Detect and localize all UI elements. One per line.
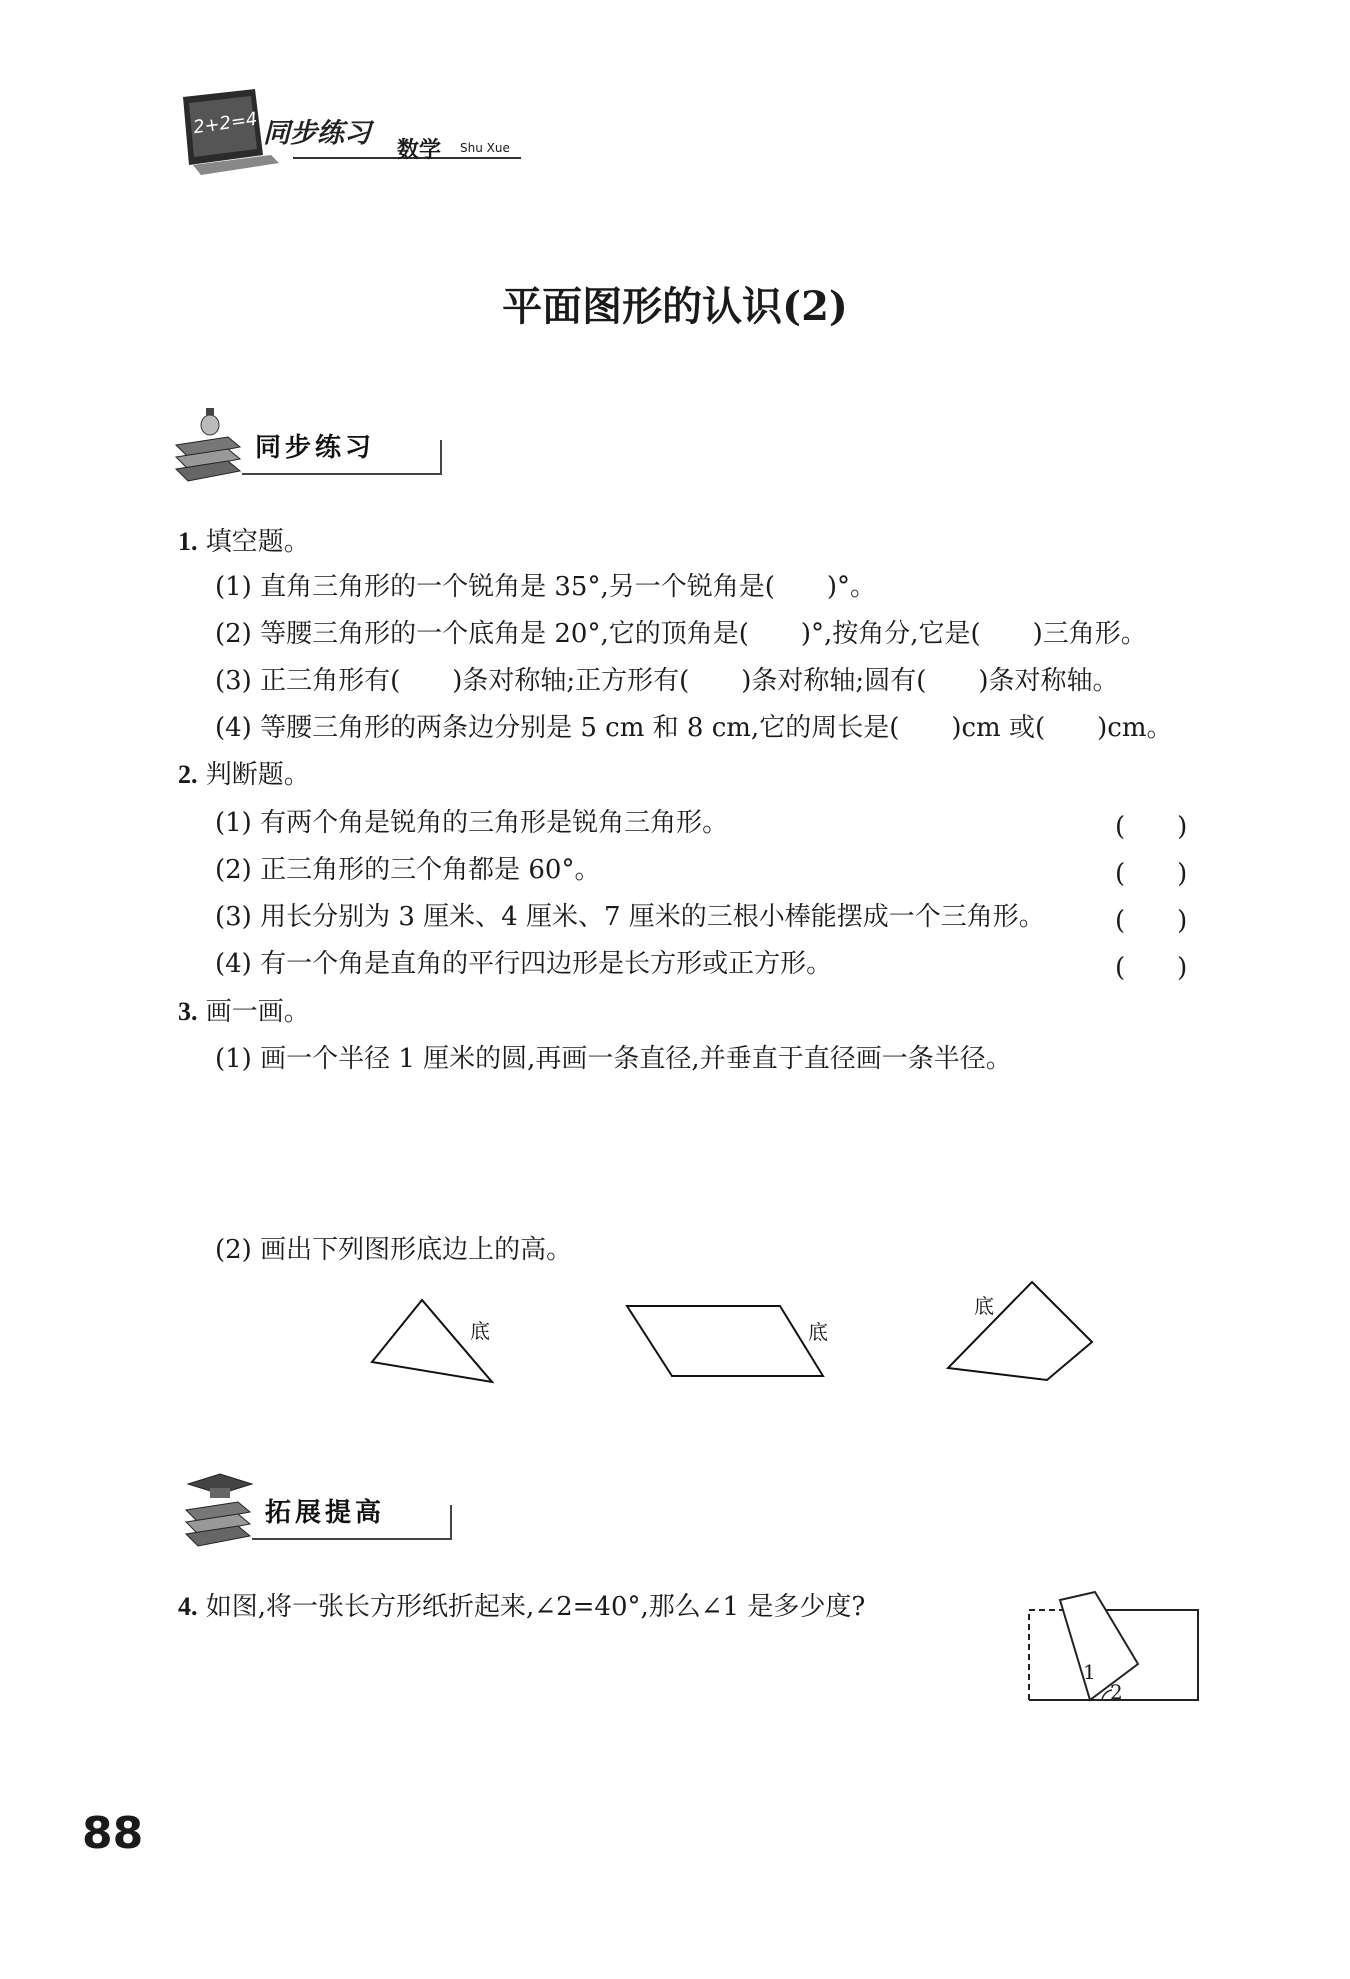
q3-shapes: [0, 1270, 1350, 1400]
header-logo: [175, 85, 525, 180]
subject-label: 数学: [397, 138, 442, 163]
banner-rule-end: [440, 440, 442, 475]
section-title: 同步练习: [255, 433, 376, 463]
pinyin-label: Shu Xue: [460, 141, 510, 155]
graduation-books-icon: [180, 1470, 260, 1550]
q2-number: 2.: [178, 760, 198, 789]
q2-bracket-3[interactable]: ( ): [1115, 906, 1188, 936]
q1-number: 1.: [178, 527, 198, 556]
q1-item-1: (1) 直角三角形的一个锐角是 35°,另一个锐角是( )°。: [215, 572, 876, 602]
section-banner-extension: [180, 1470, 460, 1550]
q3-title: 画一画。: [205, 997, 310, 1027]
parallelogram-base-label: 底: [808, 1320, 828, 1344]
banner-rule: [252, 1538, 452, 1540]
q3-number: 3.: [178, 997, 198, 1026]
q1-heading: [178, 525, 310, 559]
q1-item-2: (2) 等腰三角形的一个底角是 20°,它的顶角是( )°,按角分,它是( )三角形。: [215, 619, 1147, 649]
q2-bracket-1[interactable]: ( ): [1115, 812, 1188, 842]
angle-2-label: 2: [1110, 1680, 1123, 1704]
q1-title: 填空题。: [205, 527, 310, 557]
q2-title: 判断题。: [205, 760, 310, 790]
q1-item-4: (4) 等腰三角形的两条边分别是 5 cm 和 8 cm,它的周长是( )cm 或( )cm。: [215, 713, 1173, 743]
series-label: 同步练习: [263, 118, 371, 149]
page-title: 平面图形的认识(2): [502, 283, 848, 330]
q4-line: [178, 1590, 865, 1624]
banner-rule: [242, 473, 442, 475]
parallelogram-shape: [627, 1306, 823, 1376]
q2-item-4: (4) 有一个角是直角的平行四边形是长方形或正方形。: [215, 949, 833, 979]
q2-item-3: (3) 用长分别为 3 厘米、4 厘米、7 厘米的三根小棒能摆成一个三角形。: [215, 902, 1045, 932]
q3-item-2: (2) 画出下列图形底边上的高。: [215, 1235, 573, 1265]
quadrilateral-base-label: 底: [974, 1294, 994, 1318]
q2-bracket-2[interactable]: ( ): [1115, 859, 1188, 889]
banner-rule-end: [450, 1505, 452, 1540]
angle-1-label: 1: [1083, 1660, 1096, 1684]
q2-bracket-4[interactable]: ( ): [1115, 953, 1188, 983]
q2-item-1: (1) 有两个角是锐角的三角形是锐角三角形。: [215, 808, 729, 838]
q3-drawing-area[interactable]: [215, 1090, 1175, 1230]
badge-text: 2+2=4: [191, 108, 259, 139]
q3-item-1: (1) 画一个半径 1 厘米的圆,再画一条直径,并垂直于直径画一条半径。: [215, 1044, 1012, 1074]
q2-item-2: (2) 正三角形的三个角都是 60°。: [215, 855, 601, 885]
q4-number: 4.: [178, 1592, 198, 1621]
q3-heading: [178, 995, 310, 1029]
quadrilateral-shape: [948, 1282, 1092, 1380]
triangle-base-label: 底: [470, 1319, 490, 1343]
q1-item-3: (3) 正三角形有( )条对称轴;正方形有( )条对称轴;圆有( )条对称轴。: [215, 666, 1119, 696]
section-title: 拓展提高: [265, 1498, 386, 1528]
q4-text: 如图,将一张长方形纸折起来,∠2=40°,那么∠1 是多少度?: [205, 1592, 866, 1622]
q2-heading: [178, 758, 310, 792]
books-icon: [170, 405, 250, 485]
page-number: 88: [82, 1808, 144, 1859]
section-banner-sync-practice: [170, 405, 450, 485]
